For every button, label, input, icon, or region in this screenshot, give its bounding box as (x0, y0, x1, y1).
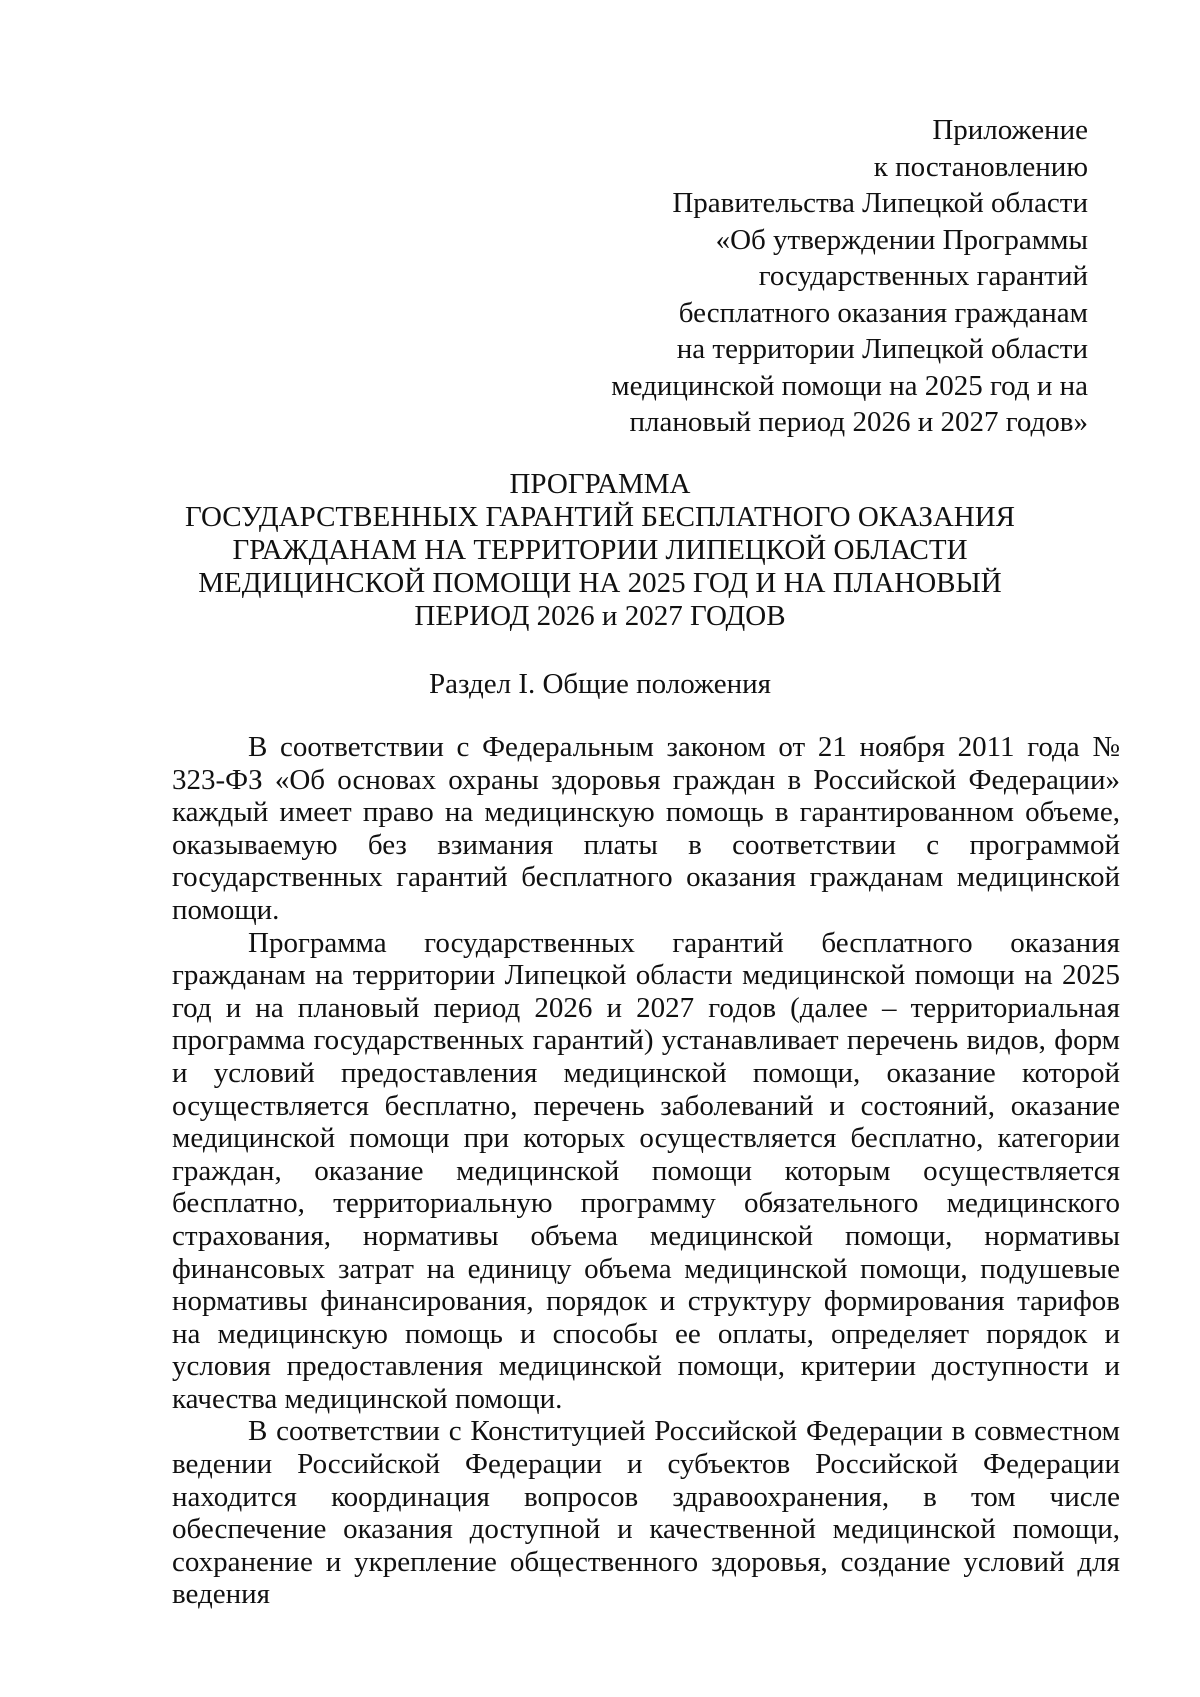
program-title (0, 468, 1200, 633)
appendix-line: медицинской помощи на 2025 год и на (611, 369, 1088, 402)
section-heading: Раздел I. Общие положения (429, 668, 771, 700)
appendix-line: государственных гарантий (758, 260, 1088, 292)
appendix-line: Приложение (932, 114, 1088, 146)
appendix-line: плановый период 2026 и 2027 годов» (629, 406, 1088, 438)
appendix-block (528, 112, 1088, 441)
program-title-line: ГРАЖДАНАМ НА ТЕРРИТОРИИ ЛИПЕЦКОЙ ОБЛАСТИ (232, 534, 968, 566)
program-title-line: ПРОГРАММА (509, 468, 691, 500)
program-title-line: ПЕРИОД 2026 и 2027 ГОДОВ (414, 600, 786, 632)
appendix-line: Правительства Липецкой области (672, 187, 1088, 219)
appendix-line: на территории Липецкой области (676, 333, 1088, 365)
appendix-line: «Об утверждении Программы (715, 223, 1088, 256)
body-paragraph: В соответствии с Конституцией Российской Федерации в совместном ведении Российской Федерации и субъектов Российской Федерации находится координация вопросов здравоохранения, в том числе обеспечение оказания доступной и качественной медицинской помощи, сохранение и укрепление общественного здоровья, создание условий для ведения (172, 1415, 1120, 1611)
program-title-line: МЕДИЦИНСКОЙ ПОМОЩИ НА 2025 ГОД И НА ПЛАНОВЫЙ (198, 567, 1002, 599)
body-text (172, 731, 1120, 1611)
body-paragraph: Программа государственных гарантий бесплатного оказания гражданам на территории Липецкой области медицинской помощи на 2025 год и на плановый период 2026 и 2027 годов (далее – территориальная программа государственных гарантий) устанавливает перечень видов, форм и условий предоставления медицинской помощи, оказание которой осуществляется бесплатно, перечень заболеваний и состояний, оказание медицинской помощи при которых осуществляется бесплатно, категории граждан, оказание медицинской помощи которым осуществляется бесплатно, территориальную программу обязательного медицинского страхования, нормативы объема медицинской помощи, нормативы финансовых затрат на единицу объема медицинской помощи, подушевые нормативы финансирования, порядок и структуру формирования тарифов на медицинскую помощь и способы ее оплаты, определяет порядок и условия предоставления медицинской помощи, критерии доступности и качества медицинской помощи. (172, 926, 1120, 1415)
body-paragraph: В соответствии с Федеральным законом от 21 ноября 2011 года № 323-ФЗ «Об основах охраны здоровья граждан в Российской Федерации» каждый имеет право на медицинскую помощь в гарантированном объеме, оказываемую без взимания платы в соответствии с программой государственных гарантий бесплатного оказания гражданам медицинской помощи. (172, 731, 1120, 926)
appendix-line: бесплатного оказания гражданам (678, 296, 1088, 329)
appendix-line: к постановлению (873, 150, 1088, 183)
program-title-line: ГОСУДАРСТВЕННЫХ ГАРАНТИЙ БЕСПЛАТНОГО ОКАЗАНИЯ (184, 501, 1016, 533)
